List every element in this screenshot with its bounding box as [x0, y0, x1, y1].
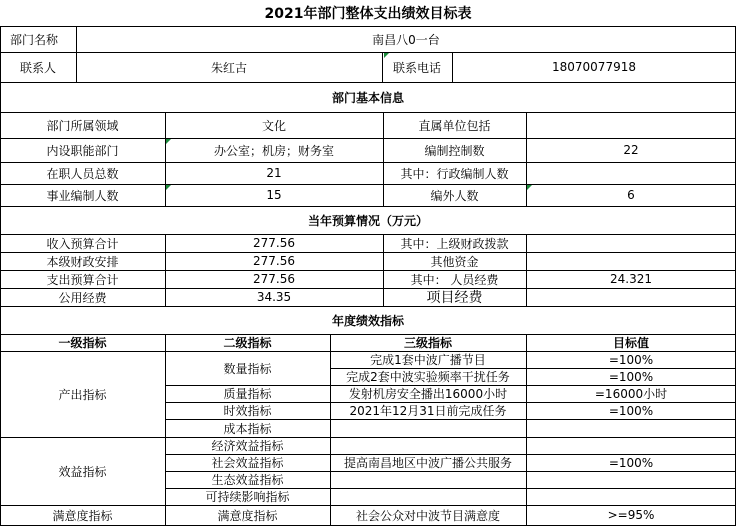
basic-value[interactable] [526, 112, 736, 138]
basic-label: 直属单位包括 [418, 118, 491, 133]
contact-label: 联系人 [19, 60, 56, 75]
level2-ecological: 生态效益指标 [211, 473, 284, 487]
budget-value[interactable]: 277.56 [253, 272, 295, 286]
grid-line [165, 385, 736, 386]
grid-line [165, 471, 736, 472]
grid-line [382, 52, 383, 82]
budget-label: 其中： 人员经费 [410, 272, 499, 287]
basic-value[interactable]: 15 [266, 188, 282, 202]
level1-satisfaction: 满意度指标 [52, 508, 113, 523]
col-header-level1: 一级指标 [58, 336, 107, 350]
comment-marker-icon [166, 185, 171, 190]
basic-label: 内设职能部门 [46, 143, 119, 158]
budget-label: 支出预算合计 [46, 272, 119, 287]
grid-line [383, 112, 384, 206]
grid-line [526, 234, 527, 306]
budget-label: 项目经费 [426, 290, 483, 306]
col-header-level2: 二级指标 [223, 336, 272, 350]
basic-info-header: 部门基本信息 [331, 90, 404, 105]
budget-value[interactable]: 24.321 [610, 272, 652, 286]
performance-header: 年度绩效指标 [331, 313, 404, 328]
target-value[interactable]: =100% [608, 455, 654, 470]
comment-marker-icon [384, 53, 389, 58]
budget-label: 其他资金 [430, 254, 479, 269]
basic-label: 其中：行政编制人数 [400, 166, 509, 181]
budget-value[interactable]: 34.35 [256, 290, 292, 304]
basic-label: 编外人数 [430, 188, 479, 203]
level1-output: 产出指标 [58, 387, 107, 402]
grid-line [0, 184, 736, 185]
grid-line [0, 26, 1, 526]
budget-label: 其中：上级财政拨款 [400, 236, 509, 251]
grid-line [0, 234, 736, 235]
grid-line [0, 112, 736, 113]
basic-value[interactable] [526, 162, 736, 184]
level3-item[interactable]: 社会公众对中波节目满意度 [355, 508, 500, 523]
grid-line [0, 306, 736, 307]
grid-line [165, 454, 736, 455]
level2-economic: 经济效益指标 [211, 439, 284, 453]
comment-marker-icon [527, 185, 532, 190]
grid-line [0, 351, 736, 352]
grid-line [165, 419, 736, 420]
grid-line [0, 162, 736, 163]
col-header-level3: 三级指标 [403, 336, 452, 350]
grid-line [165, 488, 736, 489]
grid-line [526, 112, 527, 206]
grid-line [165, 402, 736, 403]
grid-line [0, 82, 736, 83]
target-value[interactable]: =100% [608, 403, 654, 418]
budget-label: 公用经费 [58, 290, 107, 305]
budget-header: 当年预算情况（万元） [307, 213, 428, 228]
basic-label: 编制控制数 [424, 143, 485, 158]
budget-value[interactable] [526, 288, 736, 306]
budget-value[interactable]: 277.56 [253, 236, 295, 250]
grid-line [0, 505, 736, 506]
budget-value[interactable]: 277.56 [253, 254, 295, 268]
grid-line [0, 437, 736, 438]
dept-name-value[interactable]: 南昌八0一台 [372, 32, 440, 47]
basic-value[interactable]: 办公室；机房；财务室 [213, 143, 334, 158]
grid-line [165, 234, 166, 306]
col-header-target: 目标值 [612, 336, 649, 350]
level2-social: 社会效益指标 [211, 456, 284, 470]
level3-item[interactable]: 发射机房安全播出16000小时 [348, 387, 508, 401]
level3-item[interactable]: 完成1套中波广播节目 [370, 353, 486, 367]
target-value[interactable]: =100% [608, 352, 654, 367]
grid-line [0, 525, 736, 526]
level2-satisfaction: 满意度指标 [217, 508, 278, 523]
basic-value[interactable]: 6 [627, 188, 635, 202]
budget-label: 本级财政安排 [46, 254, 119, 269]
level3-item[interactable]: 完成2套中波实验频率干扰任务 [346, 370, 510, 384]
basic-label: 部门所属领域 [46, 118, 119, 133]
contact-value[interactable]: 朱红古 [210, 60, 247, 75]
budget-value[interactable] [526, 252, 736, 270]
level2-timeliness: 时效指标 [223, 404, 272, 418]
target-value[interactable]: >=95% [607, 508, 655, 522]
grid-line [165, 112, 166, 206]
budget-value[interactable] [526, 234, 736, 252]
grid-line [0, 270, 736, 271]
grid-line [452, 52, 453, 82]
budget-label: 收入预算合计 [46, 236, 119, 251]
basic-value[interactable]: 文化 [261, 118, 286, 133]
level1-benefit: 效益指标 [58, 464, 107, 479]
grid-line [0, 138, 736, 139]
grid-line [76, 26, 77, 82]
level2-cost: 成本指标 [223, 421, 272, 436]
level3-item[interactable]: 提高南昌地区中波广播公共服务 [343, 456, 512, 470]
level3-item[interactable]: 2021年12月31日前完成任务 [349, 404, 507, 418]
level2-quantity: 数量指标 [223, 361, 272, 376]
grid-line [0, 52, 736, 53]
target-value[interactable]: =100% [608, 369, 654, 384]
grid-line [383, 234, 384, 306]
grid-line [330, 368, 736, 369]
level2-sustainable: 可持续影响指标 [205, 490, 290, 504]
basic-value[interactable]: 21 [266, 166, 282, 180]
comment-marker-icon [166, 139, 171, 144]
level2-quality: 质量指标 [223, 387, 272, 401]
grid-line [330, 334, 331, 525]
grid-line [0, 26, 736, 27]
target-value[interactable]: =16000小时 [594, 387, 668, 401]
basic-value[interactable]: 22 [623, 143, 639, 157]
grid-line [0, 334, 736, 335]
grid-line [0, 252, 736, 253]
basic-label: 在职人员总数 [46, 166, 119, 181]
dept-name-label: 部门名称 [10, 32, 59, 47]
grid-line [165, 334, 166, 525]
grid-line [0, 206, 736, 207]
basic-label: 事业编制人数 [46, 188, 119, 203]
grid-line [0, 288, 736, 289]
grid-line [526, 334, 527, 525]
sheet-title: 2021年部门整体支出绩效目标表 [264, 6, 472, 22]
phone-value[interactable]: 18070077918 [552, 60, 636, 74]
phone-label: 联系电话 [392, 60, 441, 75]
